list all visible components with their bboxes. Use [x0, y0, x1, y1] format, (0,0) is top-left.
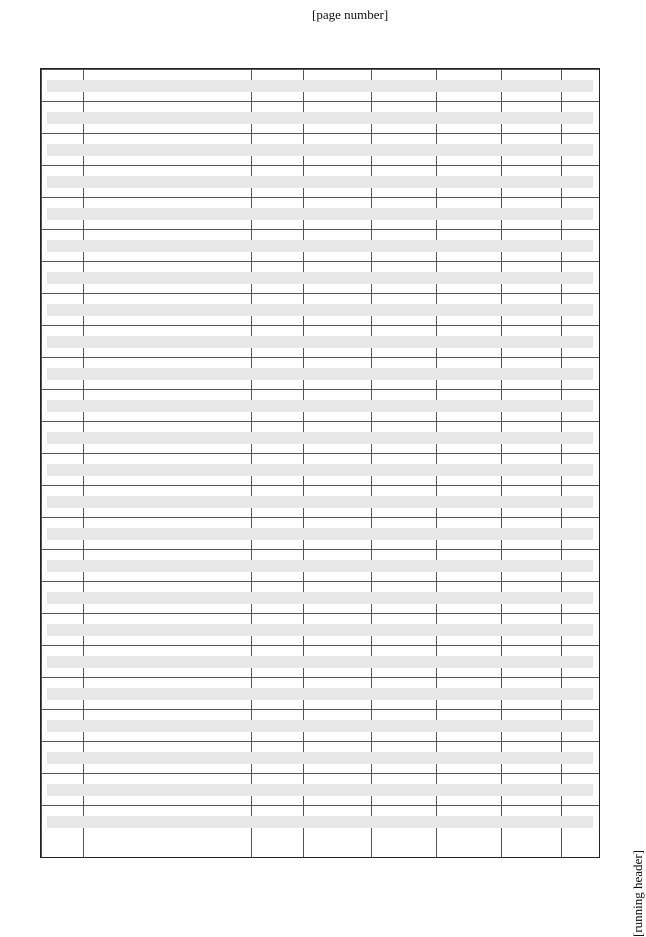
table-row [41, 549, 599, 582]
table-cell-placeholder [47, 464, 593, 476]
table-cell-placeholder [47, 336, 593, 348]
document-caption: [running header] [630, 850, 645, 937]
table-row [41, 293, 599, 326]
table-cell-placeholder [47, 208, 593, 220]
table-row [41, 581, 599, 614]
table-cell-placeholder [47, 688, 593, 700]
table-cell-placeholder [47, 496, 593, 508]
table-row [41, 421, 599, 454]
table-cell-placeholder [47, 816, 593, 828]
table-cell-placeholder [47, 368, 593, 380]
table-row [41, 709, 599, 742]
table-row [41, 613, 599, 646]
table-cell-placeholder [47, 272, 593, 284]
rotated-data-table [40, 68, 600, 858]
table-row [41, 357, 599, 390]
table-row [41, 165, 599, 198]
table-row [41, 453, 599, 486]
table-cell-placeholder [47, 560, 593, 572]
table-cell-placeholder [47, 400, 593, 412]
table-cell-placeholder [47, 656, 593, 668]
table-row [41, 197, 599, 230]
table-cell-placeholder [47, 144, 593, 156]
table-row [41, 485, 599, 518]
table-row [41, 133, 599, 166]
table-row [41, 69, 599, 102]
table-cell-placeholder [47, 528, 593, 540]
table-cell-placeholder [47, 720, 593, 732]
table-cell-placeholder [47, 624, 593, 636]
table-cell-placeholder [47, 112, 593, 124]
table-cell-placeholder [47, 592, 593, 604]
table-cell-placeholder [47, 432, 593, 444]
table-row [41, 677, 599, 710]
table-row [41, 773, 599, 806]
table-row [41, 229, 599, 262]
table-row [41, 101, 599, 134]
table-row [41, 517, 599, 550]
page-number: [page number] [312, 7, 389, 22]
table-cell-placeholder [47, 304, 593, 316]
table-cell-placeholder [47, 80, 593, 92]
table-cell-placeholder [47, 240, 593, 252]
table-row [41, 261, 599, 294]
table-row [41, 389, 599, 422]
table-cell-placeholder [47, 784, 593, 796]
table-row [41, 645, 599, 678]
table-cell-placeholder [47, 752, 593, 764]
table-row [41, 325, 599, 358]
table-cell-placeholder [47, 176, 593, 188]
table-row [41, 805, 599, 838]
table-row [41, 741, 599, 774]
